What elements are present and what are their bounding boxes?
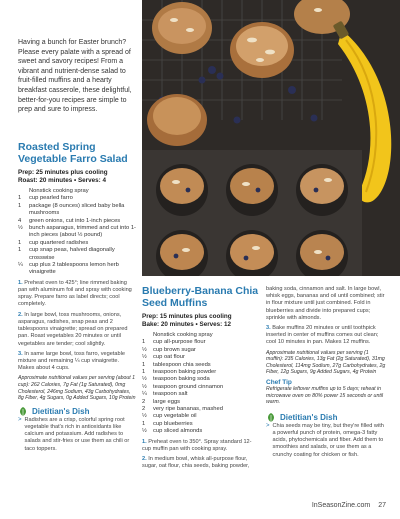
ingredient-text: teaspoon salt [153, 391, 188, 398]
muffins-bake: Bake: 20 minutes • Serves: 12 [142, 321, 232, 328]
ingredient-quantity: ¼ [18, 262, 23, 269]
recipe-step [266, 325, 386, 347]
muffins-section [142, 286, 260, 474]
recipe-step [142, 456, 260, 470]
step-text: Bake muffins 20 minutes or until toothpick inserted in center of muffins comes out clean; cool 10 minutes in pan. Makes 12 muffins. [266, 325, 379, 346]
ingredient-item [142, 354, 260, 361]
salad-dietitian-text: Radishes are a crisp, colorful spring root vegetable that's rich in antioxidants like calcium and potassium. Add radishes to salads and stir-fries or use them as chili or taco toppers. [24, 416, 130, 452]
ingredient-quantity: 1 [18, 195, 22, 202]
ingredient-text: cup all-purpose flour [153, 339, 206, 346]
arrow-right-icon: > [18, 416, 22, 423]
step-number: 3. [266, 325, 271, 332]
salad-dietitian-heading [18, 406, 136, 417]
muffins-right-column [266, 286, 386, 459]
ingredient-quantity: ½ [142, 413, 147, 420]
salad-dietitian-title: Dietitian's Dish [32, 406, 90, 416]
salad-ingredients [18, 188, 136, 277]
ingredient-quantity: ¼ [142, 391, 147, 398]
ingredient-text: very ripe bananas, mashed [153, 406, 223, 413]
ingredient-text: teaspoon baking soda [153, 376, 210, 383]
ingredient-quantity: ½ [18, 225, 23, 232]
ingredient-text: cup quartered radishes [29, 239, 89, 246]
salad-roast: Roast: 20 minutes • Serves: 4 [18, 177, 106, 184]
ingredient-item [142, 384, 260, 391]
muffins-dietitian-body [266, 423, 386, 459]
ingredient-item [142, 421, 260, 428]
ingredient-quantity: 1 [18, 239, 22, 246]
ingredient-text: cup plus 2 tablespoons lemon herb vinaigrette [29, 262, 119, 276]
ingredient-text: teaspoon baking powder [153, 369, 217, 376]
step-text: Preheat oven to 425°; line rimmed baking pan with aluminum foil and spray with cooking spray. Prepare farro as label directs; cool completely. [18, 279, 132, 308]
ingredient-text: bunch asparagus, trimmed and cut into 1-inch pieces (about ½ pound) [29, 225, 136, 239]
recipe-step [18, 312, 136, 348]
ingredient-quantity: ½ [142, 346, 147, 353]
ingredient-item [18, 195, 136, 202]
step-text: In large bowl, toss mushrooms, onions, asparagus, radishes, snap peas and 2 tablespoons vinaigrette; spread on prepared pan. Roast vegetables 20 minutes or until vegetables are tender; cool slightly. [18, 311, 128, 347]
ingredient-item [142, 391, 260, 398]
muffins-dietitian-heading [266, 412, 386, 423]
ingredient-quantity: ½ [142, 383, 147, 390]
ingredient-item [142, 339, 260, 346]
ingredient-text: cup oat flour [153, 354, 185, 361]
food-photo-illustration [142, 0, 400, 276]
ingredient-item [142, 399, 260, 406]
step-number: 1. [142, 438, 147, 445]
arrow-right-icon: > [266, 422, 270, 429]
ingredient-quantity [18, 188, 29, 195]
salad-dietitian-body [18, 417, 136, 453]
ingredient-item [18, 225, 136, 240]
ingredient-item [142, 406, 260, 413]
salad-nutrition: Approximate nutritional values per serving (about 1 cup): 262 Calories, 7g Fat (1g Saturated), 0mg Cholesterol, 246mg Sodium, 43g Carbohydrates, 8g Fiber, 4g Sugars, 0g Added Sugars, 10g Protein [18, 375, 136, 402]
muffins-steps-left [142, 439, 260, 471]
ingredient-text: green onions, cut into 1-inch pieces [29, 217, 121, 224]
ingredient-item [18, 240, 136, 247]
step-text: In medium bowl, whisk all-purpose flour, sugar, oat flour, chia seeds, baking powder, [142, 456, 250, 470]
ingredient-text: package (8 ounces) sliced baby bella mushrooms [29, 202, 125, 217]
muffins-ingredients [142, 332, 260, 436]
ingredient-text: teaspoon ground cinnamon [153, 383, 224, 390]
muffins-photo [142, 0, 400, 276]
step-number: 2. [142, 456, 147, 463]
ingredient-text: cup sliced almonds [153, 428, 203, 435]
chef-tip-text: Refrigerate leftover muffins up to 5 days; reheat in microwave oven on 80% power 15 seconds or until warm. [266, 386, 384, 406]
ingredient-quantity: 1 [142, 361, 146, 368]
ingredient-item [18, 218, 136, 225]
salad-section [18, 142, 136, 453]
ingredient-text: cup vegetable oil [153, 413, 197, 420]
muffins-dietitian-text: Chia seeds may be tiny, but they're filled with a powerful punch of protein, omega-3 fatty acids, phytochemicals and fiber. Add them to smoothies and salads, or use them as a crunchy coating for chicken or fish. [272, 422, 384, 458]
ingredient-text: cup snap peas, halved diagonally crosswise [29, 247, 115, 261]
ingredient-text: large eggs [153, 398, 181, 405]
muffins-steps-right [266, 286, 386, 347]
step-text: baking soda, cinnamon and salt. In large bowl, whisk eggs, bananas and oil until combined; stir in flour mixture until just combined. Fold in blueberries and divide into prepared cups; sprinkle with almonds. [266, 286, 385, 321]
salad-title: Roasted Spring Vegetable Farro Salad [18, 141, 128, 165]
ingredient-item [142, 428, 260, 435]
step-text: Preheat oven to 350°. Spray standard 12-cup muffin pan with cooking spray. [142, 438, 252, 452]
footer-site[interactable]: InSeasonZine.com [311, 502, 371, 509]
ingredient-quantity: 2 [142, 406, 146, 413]
salad-steps [18, 280, 136, 372]
salad-prep: Prep: 25 minutes plus cooling [18, 169, 108, 176]
ingredient-item [142, 376, 260, 383]
ingredient-item [142, 362, 260, 369]
ingredient-quantity: 1 [142, 420, 146, 427]
muffins-title: Blueberry-Banana Chia Seed Muffins [142, 285, 259, 309]
ingredient-quantity: 1 [18, 202, 22, 209]
ingredient-text: Nonstick cooking spray [29, 188, 89, 194]
step-number: 3. [18, 350, 23, 357]
intro-paragraph: Having a bunch for Easter brunch? Please every palate with a spread of sweet and savory recipes! From a vibrant and nutrient-dense salad to fruit-filled muffins and a hearty breakfast casserole, these delightful, better-for-you recipes are simple to prep and sure to impress. [18, 39, 132, 114]
page-number: 27 [378, 502, 386, 509]
ingredient-item [142, 413, 260, 420]
ingredient-item [142, 347, 260, 354]
ingredient-item [142, 332, 260, 339]
recipe-step [266, 286, 386, 322]
ingredient-text: cup pearled farro [29, 195, 73, 202]
ingredient-item [18, 247, 136, 262]
ingredient-quantity: 1 [142, 339, 146, 346]
step-text: In same large bowl, toss farro, vegetable mixture and remaining ¼ cup vinaigrette. Makes about 4 cups. [18, 350, 125, 372]
ingredient-item [18, 262, 136, 277]
step-number: 2. [18, 311, 23, 318]
step-number: 1. [18, 279, 23, 286]
muffins-dietitian-title: Dietitian's Dish [280, 412, 338, 422]
ingredient-item [18, 188, 136, 195]
leaf-icon [266, 412, 276, 423]
ingredient-quantity: ½ [142, 376, 147, 383]
ingredient-text: cup blueberries [153, 420, 193, 427]
ingredient-text: tablespoon chia seeds [153, 361, 211, 368]
recipe-step [18, 351, 136, 373]
ingredient-item [142, 369, 260, 376]
ingredient-text: cup brown sugar [153, 346, 196, 353]
leaf-icon [18, 406, 28, 417]
ingredient-quantity: 1 [142, 369, 146, 376]
muffins-nutrition: Approximate nutritional values per serving (1 muffin): 235 Calories, 13g Fat (2g Saturated), 31mg Cholesterol, 114mg Sodium, 27g Carbohydrates, 2g Fiber, 12g Sugars, 9g Added Sugars, 4g Protein [266, 349, 386, 376]
ingredient-item [18, 203, 136, 218]
page-footer [312, 502, 386, 509]
ingredient-quantity: 2 [142, 398, 146, 405]
ingredient-quantity [142, 332, 153, 339]
ingredient-quantity: ½ [142, 428, 147, 435]
recipe-step [142, 439, 260, 453]
ingredient-quantity: 1 [18, 247, 22, 254]
ingredient-quantity: ½ [142, 354, 147, 361]
chef-tip-title: Chef Tip [266, 379, 292, 386]
muffins-prep: Prep: 15 minutes plus cooling [142, 313, 232, 320]
ingredient-text: Nonstick cooking spray [153, 332, 213, 338]
ingredient-quantity: 4 [18, 217, 22, 224]
recipe-step [18, 280, 136, 309]
